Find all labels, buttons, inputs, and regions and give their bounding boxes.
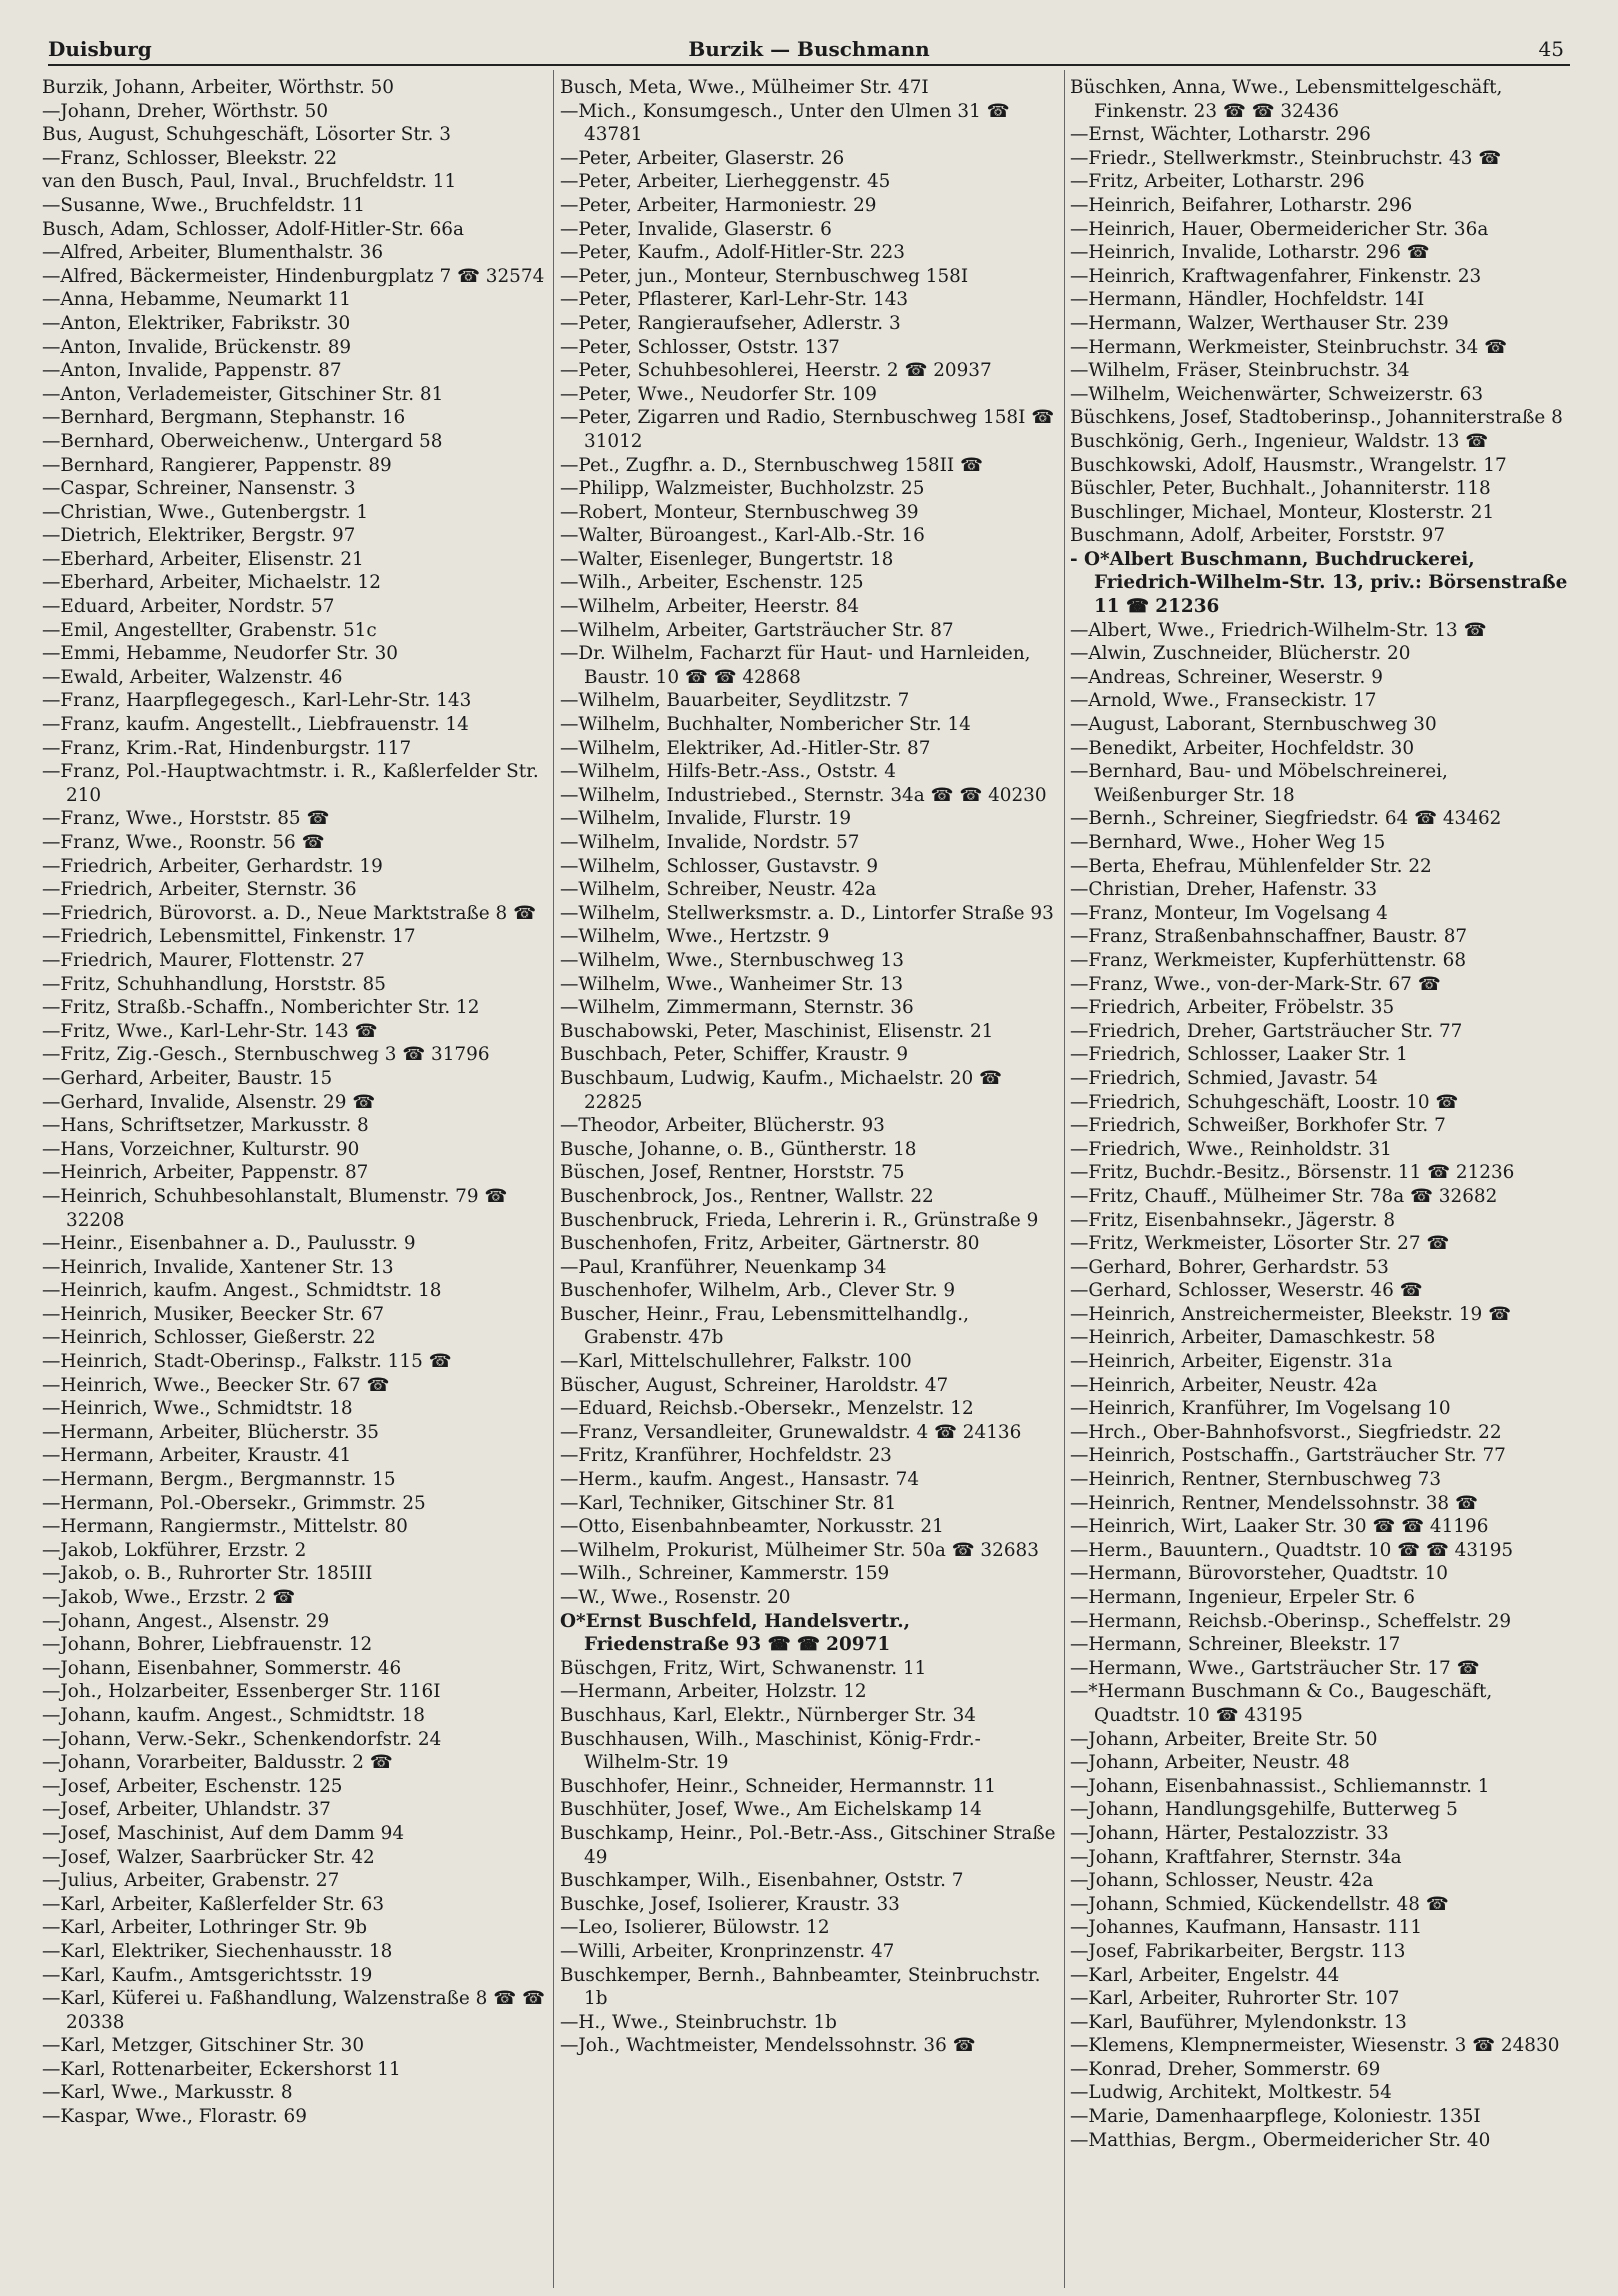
directory-entry: —Friedrich, Dreher, Gartsträucher Str. 77: [1070, 1020, 1463, 1042]
directory-entry: —August, Laborant, Sternbuschweg 30: [1070, 714, 1437, 736]
directory-entry: —Bernh., Schreiner, Siegfriedstr. 64 ☎ 43462: [1070, 808, 1502, 830]
directory-entry: —Eduard, Arbeiter, Nordstr. 57: [42, 596, 335, 618]
directory-entry: —Robert, Monteur, Sternbuschweg 39: [560, 501, 919, 523]
directory-entry: —Fritz, Kranführer, Hochfeldstr. 23: [560, 1445, 892, 1467]
directory-entry: —Heinrich, Kranführer, Im Vogelsang 10: [1070, 1398, 1451, 1420]
directory-entry: —Fritz, Zig.-Gesch., Sternbuschweg 3 ☎ 31796: [42, 1044, 490, 1066]
directory-entry: —Karl, Arbeiter, Kaßlerfelder Str. 63: [42, 1893, 385, 1915]
directory-entry: —Wilhelm, Wwe., Hertzstr. 9: [560, 926, 830, 948]
column-divider: [553, 70, 554, 2288]
directory-entry: —Peter, Arbeiter, Lierheggenstr. 45: [560, 171, 891, 193]
directory-entry: —Fritz, Eisenbahnsekr., Jägerstr. 8: [1070, 1209, 1396, 1231]
directory-entry: —Hermann, Reichsb.-Oberinsp., Scheffelstr. 29: [1070, 1610, 1512, 1632]
directory-entry: —Fritz, Werkmeister, Lösorter Str. 27 ☎: [1070, 1233, 1450, 1255]
directory-entry: —Heinrich, Schuhbesohlanstalt, Blumenstr. 79 ☎ 32208: [42, 1185, 508, 1231]
directory-entry: —Johann, Angest., Alsenstr. 29: [42, 1610, 330, 1632]
column-divider: [1064, 70, 1065, 2288]
directory-entry: —Johann, kaufm. Angest., Schmidtstr. 18: [42, 1704, 425, 1726]
directory-entry: —Heinrich, Arbeiter, Neustr. 42a: [1070, 1374, 1378, 1396]
directory-entry: —Johann, Eisenbahner, Sommerstr. 46: [42, 1657, 402, 1679]
directory-entry: Buschbach, Peter, Schiffer, Kraustr. 9: [560, 1044, 909, 1066]
directory-entry: —Karl, Arbeiter, Engelstr. 44: [1070, 1964, 1340, 1986]
directory-entry: —Heinrich, Schlosser, Gießerstr. 22: [42, 1327, 376, 1349]
directory-entry: Buschbaum, Ludwig, Kaufm., Michaelstr. 20 ☎ 22825: [560, 1067, 1002, 1113]
directory-entry: —Heinrich, Stadt-Oberinsp., Falkstr. 115 ☎: [42, 1351, 452, 1373]
directory-entry: —Fritz, Arbeiter, Lotharstr. 296: [1070, 171, 1365, 193]
directory-entry: Buschhofer, Heinr., Schneider, Hermannstr. 11: [560, 1775, 996, 1797]
directory-entry: —Hermann, Arbeiter, Kraustr. 41: [42, 1445, 352, 1467]
directory-entry: —Heinrich, Kraftwagenfahrer, Finkenstr. 23: [1070, 265, 1482, 287]
directory-entry: —Friedrich, Lebensmittel, Finkenstr. 17: [42, 926, 416, 948]
directory-entry: —Gerhard, Bohrer, Gerhardstr. 53: [1070, 1256, 1389, 1278]
directory-entry: —Andreas, Schreiner, Weserstr. 9: [1070, 666, 1383, 688]
directory-entry: —Joh., Wachtmeister, Mendelssohnstr. 36 ☎: [560, 2035, 976, 2057]
directory-entry: —Franz, Haarpflegegesch., Karl-Lehr-Str. 143: [42, 690, 472, 712]
directory-entry: —Wilhelm, Hilfs-Betr.-Ass., Oststr. 4: [560, 761, 896, 783]
directory-entry: —Johann, Verw.-Sekr., Schenkendorfstr. 24: [42, 1728, 442, 1750]
directory-entry: Buschkamp, Heinr., Pol.-Betr.-Ass., Gitschiner Straße 49: [560, 1822, 1056, 1868]
directory-entry: —Wilhelm, Schreiber, Neustr. 42a: [560, 879, 877, 901]
directory-entry: —Hermann, Arbeiter, Holzstr. 12: [560, 1681, 867, 1703]
directory-entry: —Friedrich, Schlosser, Laaker Str. 1: [1070, 1044, 1408, 1066]
directory-entry: —Friedrich, Bürovorst. a. D., Neue Marktstraße 8 ☎: [42, 902, 536, 924]
directory-column-3: [1070, 76, 1578, 2286]
directory-entry: —Christian, Dreher, Hafenstr. 33: [1070, 879, 1378, 901]
directory-entry: —Willi, Arbeiter, Kronprinzenstr. 47: [560, 1940, 895, 1962]
directory-entry: —Peter, Pflasterer, Karl-Lehr-Str. 143: [560, 289, 909, 311]
directory-entry: —Gerhard, Schlosser, Weserstr. 46 ☎: [1070, 1280, 1423, 1302]
directory-entry: —Emmi, Hebamme, Neudorfer Str. 30: [42, 643, 399, 665]
directory-entry: —Ludwig, Architekt, Moltkestr. 54: [1070, 2082, 1392, 2104]
directory-entry: —Hermann, Ingenieur, Erpeler Str. 6: [1070, 1587, 1415, 1608]
directory-entry: —Hrch., Ober-Bahnhofsvorst., Siegfriedstr. 22: [1070, 1421, 1502, 1443]
directory-entry: Büschen, Josef, Rentner, Horststr. 75: [560, 1162, 905, 1184]
directory-entry: —Josef, Arbeiter, Uhlandstr. 37: [42, 1799, 331, 1821]
header-page-number: 45: [1538, 37, 1564, 61]
directory-entry: —Wilh., Arbeiter, Eschenstr. 125: [560, 572, 864, 594]
directory-entry: —Karl, Arbeiter, Lothringer Str. 9b: [42, 1917, 368, 1939]
directory-entry: —Peter, Zigarren und Radio, Sternbuschweg 158I ☎ 31012: [560, 407, 1055, 452]
directory-entry: Buscher, Heinr., Frau, Lebensmittelhandlg., Grabenstr. 47b: [560, 1303, 969, 1349]
directory-entry: —Gerhard, Invalide, Alsenstr. 29 ☎: [42, 1091, 376, 1113]
directory-entry: —Friedrich, Maurer, Flottenstr. 27: [42, 949, 365, 971]
directory-entry: —Heinrich, Arbeiter, Eigenstr. 31a: [1070, 1351, 1393, 1373]
directory-entry: —Wilhelm, Industriebed., Sternstr. 34a ☎ ☎ 40230: [560, 784, 1047, 806]
directory-entry: —Heinrich, Hauer, Obermeidericher Str. 36a: [1070, 218, 1489, 240]
directory-entry: Buschabowski, Peter, Maschinist, Elisenstr. 21: [560, 1020, 994, 1042]
directory-entry: —Franz, Wwe., Horststr. 85 ☎: [42, 808, 330, 830]
directory-entry: —Johann, Arbeiter, Neustr. 48: [1070, 1752, 1350, 1774]
directory-entry: —Fritz, Chauff., Mülheimer Str. 78a ☎ 32682: [1070, 1185, 1498, 1207]
directory-entry: —Karl, Wwe., Markusstr. 8: [42, 2082, 293, 2104]
directory-entry: Büschgen, Fritz, Wirt, Schwanenstr. 11: [560, 1657, 927, 1679]
directory-entry: —Franz, kaufm. Angestellt., Liebfrauenstr. 14: [42, 714, 469, 736]
directory-entry: Buschhaus, Karl, Elektr., Nürnberger Str. 34: [560, 1704, 976, 1726]
directory-entry: —Wilhelm, Bauarbeiter, Seydlitzstr. 7: [560, 690, 910, 712]
directory-entry: —Franz, Wwe., Roonstr. 56 ☎: [42, 832, 325, 853]
directory-entry: —Heinrich, Musiker, Beecker Str. 67: [42, 1303, 385, 1325]
directory-entry: —Wilhelm, Zimmermann, Sternstr. 36: [560, 997, 914, 1019]
header-city: Duisburg: [48, 37, 152, 61]
directory-entry: Büschkens, Josef, Stadtoberinsp., Johanniterstraße 8: [1070, 407, 1563, 429]
directory-entry: —Peter, jun., Monteur, Sternbuschweg 158I: [560, 265, 969, 287]
directory-entry: —Paul, Kranführer, Neuenkamp 34: [560, 1256, 887, 1278]
directory-entry: —Fritz, Schuhhandlung, Horststr. 85: [42, 973, 386, 995]
directory-entry: —Hermann, Arbeiter, Blücherstr. 35: [42, 1421, 379, 1443]
directory-entry: —Dr. Wilhelm, Facharzt für Haut- und Harnleiden, Baustr. 10 ☎ ☎ 42868: [560, 643, 1031, 688]
directory-entry: —Wilh., Schreiner, Kammerstr. 159: [560, 1563, 890, 1585]
directory-column-1: [42, 76, 550, 2286]
directory-entry: —Hans, Vorzeichner, Kulturstr. 90: [42, 1138, 360, 1160]
directory-entry: —Heinrich, Wirt, Laaker Str. 30 ☎ ☎ 41196: [1070, 1516, 1489, 1538]
directory-entry: —Johann, Vorarbeiter, Baldusstr. 2 ☎: [42, 1752, 393, 1774]
directory-entry: —Wilhelm, Arbeiter, Heerstr. 84: [560, 596, 860, 618]
directory-entry: —Konrad, Dreher, Sommerstr. 69: [1070, 2058, 1381, 2080]
directory-entry: —Heinrich, Postschaffn., Gartsträucher Str. 77: [1070, 1445, 1506, 1467]
directory-entry: —Wilhelm, Invalide, Nordstr. 57: [560, 832, 860, 853]
directory-entry: Buschlinger, Michael, Monteur, Klosterstr. 21: [1070, 501, 1495, 523]
directory-entry: —Hermann, Wwe., Gartsträucher Str. 17 ☎: [1070, 1657, 1480, 1679]
directory-entry: —Josef, Walzer, Saarbrücker Str. 42: [42, 1846, 375, 1868]
directory-entry: —Friedrich, Arbeiter, Fröbelstr. 35: [1070, 997, 1395, 1019]
directory-entry: —Friedrich, Schweißer, Borkhofer Str. 7: [1070, 1115, 1446, 1137]
directory-entry: —Peter, Invalide, Glaserstr. 6: [560, 218, 832, 240]
directory-entry: —Anton, Invalide, Brückenstr. 89: [42, 336, 352, 358]
directory-entry: —Dietrich, Elektriker, Bergstr. 97: [42, 525, 356, 547]
directory-entry: —Peter, Arbeiter, Glaserstr. 26: [560, 147, 845, 169]
directory-entry: —Joh., Holzarbeiter, Essenberger Str. 116I: [42, 1681, 441, 1703]
directory-entry: —Hermann, Werkmeister, Steinbruchstr. 34 ☎: [1070, 336, 1508, 358]
directory-entry: —Karl, Techniker, Gitschiner Str. 81: [560, 1492, 897, 1514]
directory-entry: Buschkemper, Bernh., Bahnbeamter, Steinbruchstr. 1b: [560, 1964, 1041, 2010]
directory-entry: —Peter, Wwe., Neudorfer Str. 109: [560, 383, 877, 405]
directory-entry: —Ernst, Wächter, Lotharstr. 296: [1070, 124, 1371, 146]
directory-entry: —Heinrich, Anstreichermeister, Bleekstr. 19 ☎: [1070, 1303, 1512, 1325]
directory-entry: —Heinrich, Invalide, Lotharstr. 296 ☎: [1070, 242, 1430, 264]
directory-entry: —Benedikt, Arbeiter, Hochfeldstr. 30: [1070, 737, 1415, 759]
header-name-range: Burzik — Buschmann: [688, 37, 930, 61]
directory-entry: —Johann, Arbeiter, Breite Str. 50: [1070, 1728, 1378, 1750]
directory-entry: —Heinrich, Invalide, Xantener Str. 13: [42, 1256, 394, 1278]
directory-entry: —Heinrich, Beifahrer, Lotharstr. 296: [1070, 194, 1413, 216]
directory-entry: —Franz, Wwe., von-der-Mark-Str. 67 ☎: [1070, 973, 1441, 995]
directory-entry: —Peter, Schuhbesohlerei, Heerstr. 2 ☎ 20937: [560, 360, 992, 382]
directory-entry: Busch, Meta, Wwe., Mülheimer Str. 47I: [560, 77, 929, 98]
directory-entry: Buschkönig, Gerh., Ingenieur, Waldstr. 13 ☎: [1070, 430, 1489, 452]
directory-entry: —Josef, Maschinist, Auf dem Damm 94: [42, 1822, 405, 1844]
directory-entry: —Heinrich, Wwe., Beecker Str. 67 ☎: [42, 1374, 390, 1396]
directory-entry: —Karl, Metzger, Gitschiner Str. 30: [42, 2035, 365, 2057]
directory-entry: —Franz, Werkmeister, Kupferhüttenstr. 68: [1070, 949, 1467, 971]
directory-entry: —Eberhard, Arbeiter, Michaelstr. 12: [42, 572, 381, 594]
directory-entry: —Bernhard, Bau- und Möbelschreinerei, Weißenburger Str. 18: [1070, 761, 1448, 806]
directory-entry: —Karl, Bauführer, Mylendonkstr. 13: [1070, 2011, 1407, 2033]
directory-entry: —Anna, Hebamme, Neumarkt 11: [42, 289, 351, 311]
directory-entry: —Ewald, Arbeiter, Walzenstr. 46: [42, 666, 343, 688]
directory-entry: —Friedrich, Schmied, Javastr. 54: [1070, 1067, 1378, 1089]
directory-entry: —Johann, Härter, Pestalozzistr. 33: [1070, 1822, 1389, 1844]
directory-entry: —Fritz, Buchdr.-Besitz., Börsenstr. 11 ☎ 21236: [1070, 1162, 1515, 1184]
directory-entry: —Wilhelm, Wwe., Wanheimer Str. 13: [560, 973, 904, 995]
directory-entry: —Friedrich, Wwe., Reinholdstr. 31: [1070, 1138, 1392, 1160]
directory-entry: —Walter, Eisenleger, Bungertstr. 18: [560, 548, 894, 570]
directory-entry: Buschke, Josef, Isolierer, Kraustr. 33: [560, 1893, 900, 1915]
directory-entry: —Walter, Büroangest., Karl-Alb.-Str. 16: [560, 525, 925, 547]
directory-entry: Buschhausen, Wilh., Maschinist, König-Frdr.-Wilhelm-Str. 19: [560, 1728, 981, 1774]
directory-entry: —Hermann, Bergm., Bergmannstr. 15: [42, 1469, 396, 1491]
directory-entry: Buschenhofen, Fritz, Arbeiter, Gärtnerstr. 80: [560, 1233, 980, 1255]
directory-entry: —Hermann, Bürovorsteher, Quadtstr. 10: [1070, 1563, 1449, 1585]
directory-entry: —Franz, Schlosser, Bleekstr. 22: [42, 147, 338, 169]
directory-entry: —Anton, Elektriker, Fabrikstr. 30: [42, 312, 351, 334]
directory-entry: —Marie, Damenhaarpflege, Koloniestr. 135I: [1070, 2106, 1481, 2128]
directory-entry: Büschler, Peter, Buchhalt., Johanniterstr. 118: [1070, 478, 1491, 500]
directory-entry: Büschken, Anna, Wwe., Lebensmittelgeschäft, Finkenstr. 23 ☎ ☎ 32436: [1070, 77, 1503, 122]
directory-entry: —Johann, Schmied, Kückendellstr. 48 ☎: [1070, 1893, 1449, 1915]
directory-entry: —Wilhelm, Wwe., Sternbuschweg 13: [560, 949, 904, 971]
directory-entry: —Peter, Schlosser, Oststr. 137: [560, 336, 840, 358]
directory-entry: Busche, Johanne, o. B., Güntherstr. 18: [560, 1138, 917, 1160]
directory-entry: —Peter, Arbeiter, Harmoniestr. 29: [560, 194, 877, 216]
directory-entry: —Heinr., Eisenbahner a. D., Paulusstr. 9: [42, 1233, 416, 1255]
directory-entry: —H., Wwe., Steinbruchstr. 1b: [560, 2011, 837, 2033]
directory-entry: —Berta, Ehefrau, Mühlenfelder Str. 22: [1070, 855, 1432, 877]
directory-entry: —Franz, Pol.-Hauptwachtmstr. i. R., Kaßlerfelder Str. 210: [42, 761, 539, 806]
directory-entry: —Bernhard, Bergmann, Stephanstr. 16: [42, 407, 406, 429]
directory-entry: —Friedrich, Arbeiter, Sternstr. 36: [42, 879, 357, 901]
directory-entry: —Heinrich, Rentner, Sternbuschweg 73: [1070, 1469, 1442, 1491]
directory-entry: —Alfred, Bäckermeister, Hindenburgplatz 7 ☎ 32574: [42, 265, 545, 287]
directory-entry: Buschmann, Adolf, Arbeiter, Forststr. 97: [1070, 525, 1446, 547]
directory-entry: —Friedrich, Arbeiter, Gerhardstr. 19: [42, 855, 383, 877]
directory-entry: —Hans, Schriftsetzer, Markusstr. 8: [42, 1115, 369, 1137]
directory-entry: —Karl, Elektriker, Siechenhausstr. 18: [42, 1940, 393, 1962]
directory-entry: —Arnold, Wwe., Franseckistr. 17: [1070, 690, 1377, 712]
directory-entry: —Karl, Arbeiter, Ruhrorter Str. 107: [1070, 1988, 1400, 2010]
directory-entry: —Anton, Invalide, Pappenstr. 87: [42, 360, 342, 382]
directory-entry: Buschhüter, Josef, Wwe., Am Eichelskamp 14: [560, 1799, 982, 1821]
page-header: [48, 34, 1570, 66]
directory-entry: Buschkamper, Wilh., Eisenbahner, Oststr. 7: [560, 1870, 964, 1892]
directory-entry: Buschenhofer, Wilhelm, Arb., Clever Str. 9: [560, 1280, 956, 1302]
directory-entry: —Johann, Kraftfahrer, Sternstr. 34a: [1070, 1846, 1402, 1868]
directory-entry: Busch, Adam, Schlosser, Adolf-Hitler-Str. 66a: [42, 218, 464, 240]
directory-entry: van den Busch, Paul, Inval., Bruchfeldstr. 11: [42, 171, 457, 193]
directory-entry: Bus, August, Schuhgeschäft, Lösorter Str. 3: [42, 124, 451, 146]
directory-entry: —Johann, Schlosser, Neustr. 42a: [1070, 1870, 1374, 1892]
directory-entry: Buschenbrock, Jos., Rentner, Wallstr. 22: [560, 1185, 934, 1207]
directory-entry: —Friedrich, Schuhgeschäft, Loostr. 10 ☎: [1070, 1091, 1459, 1113]
directory-entry: —Bernhard, Wwe., Hoher Weg 15: [1070, 832, 1386, 853]
directory-entry: —Heinrich, Rentner, Mendelssohnstr. 38 ☎: [1070, 1492, 1478, 1514]
directory-entry: —Herm., Bauuntern., Quadtstr. 10 ☎ ☎ 43195: [1070, 1539, 1514, 1561]
directory-entry: —Pet., Zugfhr. a. D., Sternbuschweg 158II ☎: [560, 454, 983, 476]
directory-entry: Buschenbruck, Frieda, Lehrerin i. R., Grünstraße 9: [560, 1209, 1039, 1231]
directory-entry: —Mich., Konsumgesch., Unter den Ulmen 31 ☎ 43781: [560, 100, 1010, 146]
directory-entry: —Johannes, Kaufmann, Hansastr. 111: [1070, 1917, 1423, 1939]
directory-entry: —Johann, Bohrer, Liebfrauenstr. 12: [42, 1634, 373, 1656]
directory-entry: —Franz, Straßenbahnschaffner, Baustr. 87: [1070, 926, 1468, 948]
directory-entry: —Otto, Eisenbahnbeamter, Norkusstr. 21: [560, 1516, 944, 1538]
directory-entry: —Wilhelm, Elektriker, Ad.-Hitler-Str. 87: [560, 737, 931, 759]
directory-entry: —Heinrich, Arbeiter, Pappenstr. 87: [42, 1162, 369, 1184]
directory-entry: —Alwin, Zuschneider, Blücherstr. 20: [1070, 643, 1411, 665]
directory-entry: —Jakob, o. B., Ruhrorter Str. 185III: [42, 1563, 373, 1585]
directory-entry: —Christian, Wwe., Gutenbergstr. 1: [42, 501, 369, 523]
directory-entry: —Karl, Kaufm., Amtsgerichtsstr. 19: [42, 1964, 373, 1986]
directory-entry: —Wilhelm, Schlosser, Gustavstr. 9: [560, 855, 879, 877]
directory-entry: —W., Wwe., Rosenstr. 20: [560, 1587, 791, 1608]
directory-entry: —*Hermann Buschmann & Co., Baugeschäft, Quadtstr. 10 ☎ 43195: [1070, 1681, 1493, 1726]
directory-entry: —Jakob, Lokführer, Erzstr. 2: [42, 1539, 307, 1561]
directory-entry: —Johann, Eisenbahnassist., Schliemannstr. 1: [1070, 1775, 1490, 1797]
directory-entry: —Franz, Krim.-Rat, Hindenburgstr. 117: [42, 737, 412, 759]
directory-entry: —Wilhelm, Weichenwärter, Schweizerstr. 63: [1070, 383, 1484, 405]
directory-entry: —Josef, Arbeiter, Eschenstr. 125: [42, 1775, 343, 1797]
directory-entry: —Leo, Isolierer, Bülowstr. 12: [560, 1917, 830, 1939]
directory-entry: —Wilhelm, Prokurist, Mülheimer Str. 50a ☎ 32683: [560, 1539, 1039, 1561]
directory-entry: —Wilhelm, Buchhalter, Nombericher Str. 14: [560, 714, 971, 736]
directory-entry: —Herm., kaufm. Angest., Hansastr. 74: [560, 1469, 920, 1491]
directory-entry: —Gerhard, Arbeiter, Baustr. 15: [42, 1067, 333, 1089]
directory-entry: —Wilhelm, Arbeiter, Gartsträucher Str. 87: [560, 619, 954, 641]
directory-entry: —Johann, Handlungsgehilfe, Butterweg 5: [1070, 1799, 1458, 1821]
directory-entry: —Johann, Dreher, Wörthstr. 50: [42, 100, 329, 122]
directory-entry: —Anton, Verlademeister, Gitschiner Str. 81: [42, 383, 444, 405]
directory-entry: —Albert, Wwe., Friedrich-Wilhelm-Str. 13 ☎: [1070, 619, 1487, 641]
directory-entry: —Theodor, Arbeiter, Blücherstr. 93: [560, 1115, 885, 1137]
directory-entry: —Fritz, Wwe., Karl-Lehr-Str. 143 ☎: [42, 1020, 378, 1042]
directory-entry: —Eduard, Reichsb.-Obersekr., Menzelstr. 12: [560, 1398, 974, 1420]
directory-entry: —Kaspar, Wwe., Florastr. 69: [42, 2106, 307, 2128]
directory-entry: —Bernhard, Rangierer, Pappenstr. 89: [42, 454, 392, 476]
directory-entry: —Wilhelm, Stellwerksmstr. a. D., Lintorfer Straße 93: [560, 902, 1054, 924]
directory-entry: O*Ernst Buschfeld, Handelsvertr., Friedenstraße 93 ☎ ☎ 20971: [560, 1610, 911, 1656]
directory-entry: —Bernhard, Oberweichenw., Untergard 58: [42, 430, 443, 452]
directory-entry: —Susanne, Wwe., Bruchfeldstr. 11: [42, 194, 365, 216]
directory-entry: —Hermann, Händler, Hochfeldstr. 14I: [1070, 289, 1425, 311]
directory-entry: —Peter, Kaufm., Adolf-Hitler-Str. 223: [560, 242, 905, 264]
directory-entry: —Franz, Versandleiter, Grunewaldstr. 4 ☎ 24136: [560, 1421, 1022, 1443]
directory-entry: —Caspar, Schreiner, Nansenstr. 3: [42, 478, 356, 500]
directory-entry: —Josef, Fabrikarbeiter, Bergstr. 113: [1070, 1940, 1406, 1962]
directory-entry: —Hermann, Walzer, Werthauser Str. 239: [1070, 312, 1449, 334]
directory-entry: —Franz, Monteur, Im Vogelsang 4: [1070, 902, 1388, 924]
directory-entry: —Jakob, Wwe., Erzstr. 2 ☎: [42, 1587, 296, 1608]
directory-column-2: [560, 76, 1060, 2286]
directory-entry: —Friedr., Stellwerkmstr., Steinbruchstr. 43 ☎: [1070, 147, 1502, 169]
directory-entry: —Julius, Arbeiter, Grabenstr. 27: [42, 1870, 340, 1892]
directory-entry: —Hermann, Schreiner, Bleekstr. 17: [1070, 1634, 1401, 1656]
directory-entry: —Peter, Rangieraufseher, Adlerstr. 3: [560, 312, 901, 334]
directory-entry: —Karl, Küferei u. Faßhandlung, Walzenstraße 8 ☎ ☎ 20338: [42, 1988, 545, 2033]
directory-entry: —Klemens, Klempnermeister, Wiesenstr. 3 ☎ 24830: [1070, 2035, 1560, 2057]
directory-entry: - O*Albert Buschmann, Buchdruckerei, Friedrich-Wilhelm-Str. 13, priv.: Börsenstraße 11 ☎ 21236: [1070, 548, 1568, 618]
directory-entry: —Heinrich, Wwe., Schmidtstr. 18: [42, 1398, 353, 1420]
directory-entry: —Karl, Mittelschullehrer, Falkstr. 100: [560, 1351, 912, 1373]
directory-entry: Büscher, August, Schreiner, Haroldstr. 47: [560, 1374, 949, 1396]
directory-entry: —Philipp, Walzmeister, Buchholzstr. 25: [560, 478, 925, 500]
directory-entry: —Fritz, Straßb.-Schaffn., Nomberichter Str. 12: [42, 997, 480, 1019]
directory-entry: —Heinrich, kaufm. Angest., Schmidtstr. 18: [42, 1280, 442, 1302]
directory-entry: —Eberhard, Arbeiter, Elisenstr. 21: [42, 548, 364, 570]
directory-entry: —Wilhelm, Invalide, Flurstr. 19: [560, 808, 852, 830]
directory-entry: —Hermann, Rangiermstr., Mittelstr. 80: [42, 1516, 408, 1538]
directory-entry: —Emil, Angestellter, Grabenstr. 51c: [42, 619, 377, 641]
directory-entry: —Karl, Rottenarbeiter, Eckershorst 11: [42, 2058, 401, 2080]
directory-entry: —Hermann, Pol.-Obersekr., Grimmstr. 25: [42, 1492, 426, 1514]
directory-entry: —Matthias, Bergm., Obermeidericher Str. 40: [1070, 2129, 1491, 2151]
directory-entry: —Heinrich, Arbeiter, Damaschkestr. 58: [1070, 1327, 1436, 1349]
directory-entry: —Alfred, Arbeiter, Blumenthalstr. 36: [42, 242, 384, 264]
directory-entry: —Wilhelm, Fräser, Steinbruchstr. 34: [1070, 360, 1410, 382]
directory-entry: Burzik, Johann, Arbeiter, Wörthstr. 50: [42, 77, 394, 98]
directory-entry: Buschkowski, Adolf, Hausmstr., Wrangelstr. 17: [1070, 454, 1507, 476]
